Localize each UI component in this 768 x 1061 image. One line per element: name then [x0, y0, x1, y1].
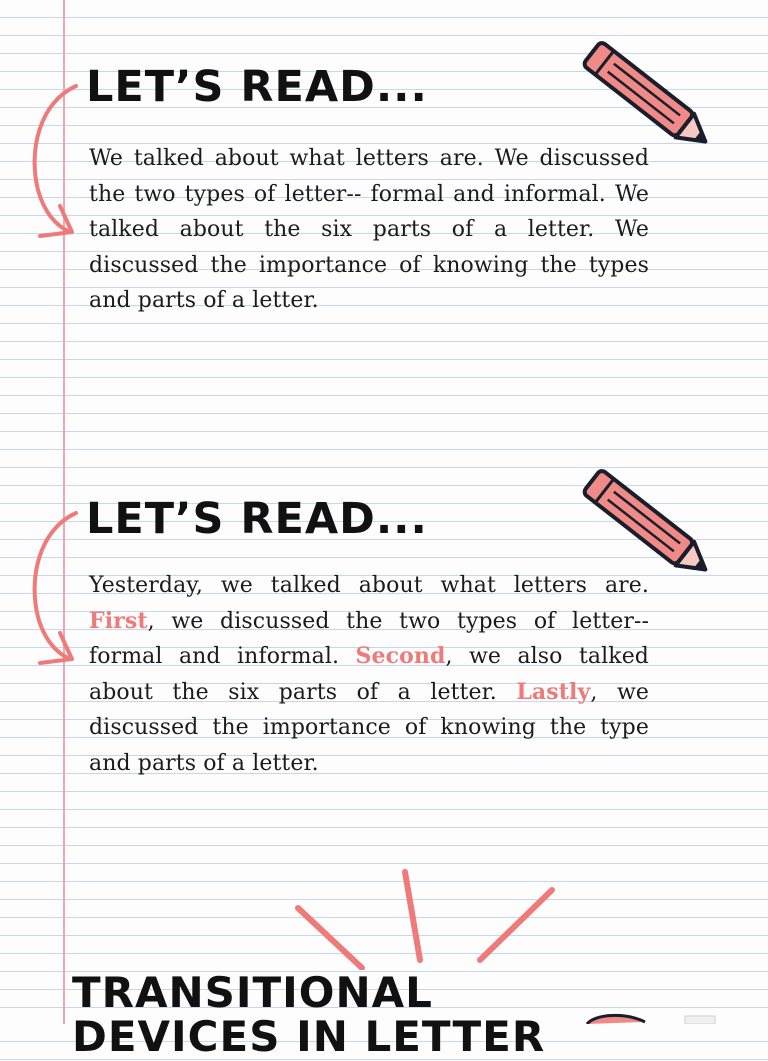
text-run: , we discussed the two types of letter-- formal and informal. — [89, 608, 649, 669]
curved-arrow-icon — [20, 507, 90, 672]
pencil-icon — [585, 1008, 725, 1024]
section1-heading: LET’S READ... — [86, 62, 428, 112]
section2-paragraph — [89, 568, 649, 781]
burst-lines-icon — [280, 860, 580, 970]
transition-word-first: First — [89, 607, 148, 634]
section1-paragraph: We talked about what letters are. We discussed the two types of letter-- formal and informal. We talked about the six parts of a letter. We discussed the importance of knowing the types and parts of a letter. — [89, 146, 649, 313]
text-run: , we also talked about the six parts of a letter. — [89, 644, 649, 705]
bottom-heading: TRANSITIONAL — [72, 968, 433, 1017]
text-run: Yesterday, we talked about what letters are. — [89, 573, 649, 598]
transition-word-lastly: Lastly — [516, 678, 591, 705]
bottom-heading-line2: DEVICES IN LETTER — [72, 1012, 546, 1061]
text-run: , we discussed the importance of knowing the type and parts of a letter. — [89, 679, 649, 776]
section2-heading: LET’S READ... — [86, 494, 428, 544]
transition-word-second: Second — [355, 643, 446, 669]
curved-arrow-icon — [20, 80, 90, 245]
